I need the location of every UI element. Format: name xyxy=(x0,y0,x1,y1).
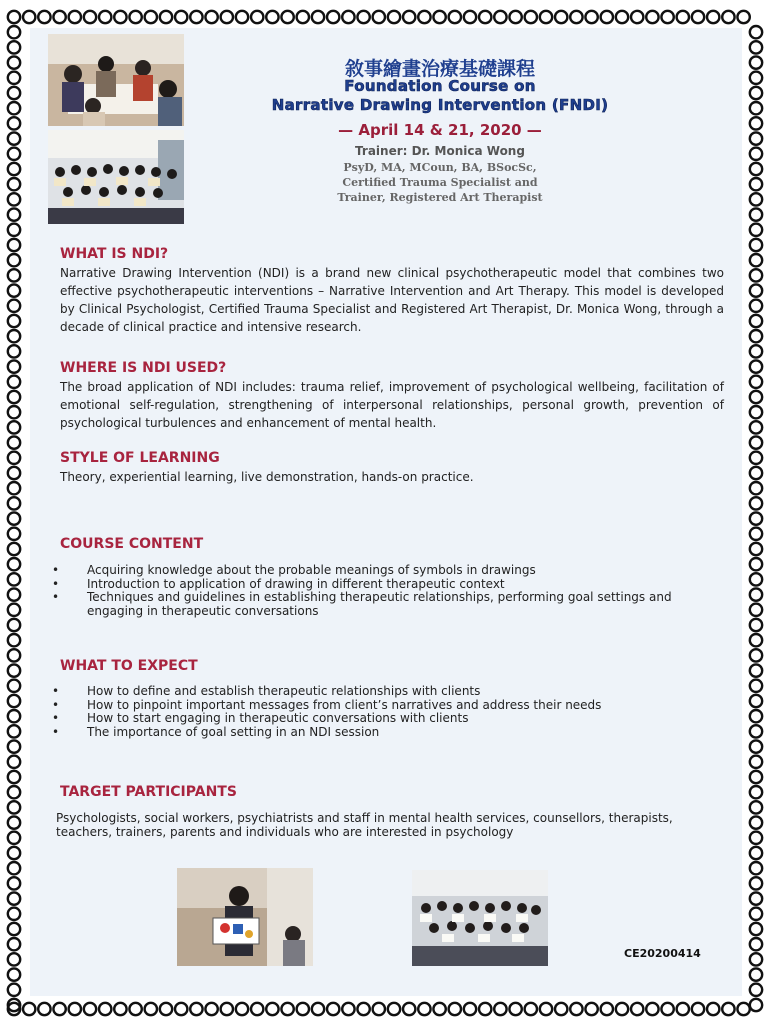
border-ring xyxy=(722,1003,734,1015)
border-ring xyxy=(8,832,20,844)
border-ring xyxy=(8,619,20,631)
border-ring xyxy=(494,1003,506,1015)
border-ring xyxy=(750,604,762,616)
border-ring xyxy=(750,239,762,251)
border-ring xyxy=(570,11,582,23)
border-ring xyxy=(357,1003,369,1015)
border-ring xyxy=(8,178,20,190)
border-ring xyxy=(750,984,762,996)
border-ring xyxy=(509,1003,521,1015)
border-ring xyxy=(750,771,762,783)
border-ring xyxy=(8,421,20,433)
section-heading-what-to-expect: WHAT TO EXPECT xyxy=(60,658,198,674)
border-ring xyxy=(540,1003,552,1015)
border-ring xyxy=(145,1003,157,1015)
border-ring xyxy=(8,482,20,494)
border-ring xyxy=(750,756,762,768)
border-ring xyxy=(750,41,762,53)
border-ring xyxy=(403,11,415,23)
section-heading-course-content: COURSE CONTENT xyxy=(60,536,204,552)
border-ring xyxy=(479,1003,491,1015)
border-ring xyxy=(357,11,369,23)
border-ring xyxy=(38,11,50,23)
border-ring xyxy=(23,1003,35,1015)
border-ring xyxy=(750,725,762,737)
border-ring xyxy=(750,72,762,84)
border-ring xyxy=(479,11,491,23)
border-ring xyxy=(266,1003,278,1015)
border-ring xyxy=(750,193,762,205)
list-item: • The importance of goal setting in an NDI session xyxy=(52,726,716,740)
border-ring xyxy=(616,1003,628,1015)
border-ring xyxy=(8,41,20,53)
border-ring xyxy=(8,725,20,737)
border-ring xyxy=(8,148,20,160)
border-ring xyxy=(750,163,762,175)
border-ring xyxy=(737,11,749,23)
border-ring xyxy=(750,588,762,600)
border-ring xyxy=(69,1003,81,1015)
border-ring xyxy=(175,11,187,23)
border-ring xyxy=(750,877,762,889)
border-ring xyxy=(750,148,762,160)
border-ring xyxy=(509,11,521,23)
border-ring xyxy=(8,163,20,175)
course-title-line2: Narrative Drawing Intervention (FNDI) xyxy=(271,96,609,114)
border-ring xyxy=(722,11,734,23)
border-ring xyxy=(8,239,20,251)
border-ring xyxy=(750,953,762,965)
list-item: • How to pinpoint important messages from client’s narratives and address their needs xyxy=(52,699,716,713)
border-ring xyxy=(8,391,20,403)
border-ring xyxy=(646,1003,658,1015)
section-body-what-is-ndi: Narrative Drawing Intervention (NDI) is a brand new clinical psychotherapeutic model that combines two effective psychotherapeutic interventions – Narrative Intervention and Art Therapy. This model is developed by Clinical Psychologist, Certified Trauma Specialist and Registered Art Therapist, Dr. Monica Wong, through a decade of clinical practice and intensive research. xyxy=(60,266,724,334)
border-ring xyxy=(750,102,762,114)
border-ring xyxy=(342,11,354,23)
border-ring xyxy=(750,300,762,312)
border-ring xyxy=(23,11,35,23)
border-ring xyxy=(327,1003,339,1015)
border-ring xyxy=(750,619,762,631)
border-ring xyxy=(8,117,20,129)
border-ring xyxy=(8,254,20,266)
border-ring xyxy=(236,11,248,23)
border-ring xyxy=(750,512,762,524)
list-item: • How to define and establish therapeutic relationships with clients xyxy=(52,685,716,699)
border-ring xyxy=(750,847,762,859)
border-ring xyxy=(555,11,567,23)
border-ring xyxy=(297,1003,309,1015)
course-code: CE20200414 xyxy=(624,947,701,960)
border-ring xyxy=(8,680,20,692)
border-ring xyxy=(750,832,762,844)
demonstration-photo xyxy=(177,868,313,966)
border-ring xyxy=(449,1003,461,1015)
border-ring xyxy=(129,11,141,23)
border-ring xyxy=(750,452,762,464)
border-ring xyxy=(114,1003,126,1015)
border-ring xyxy=(750,482,762,494)
border-ring xyxy=(750,26,762,38)
border-ring xyxy=(114,11,126,23)
border-ring xyxy=(8,664,20,676)
trainer-credentials-line: Trainer, Registered Art Therapist xyxy=(337,191,543,204)
border-ring xyxy=(53,1003,65,1015)
border-ring xyxy=(8,968,20,980)
border-ring xyxy=(750,254,762,266)
border-ring xyxy=(8,558,20,570)
border-ring xyxy=(750,938,762,950)
trainer-name: Trainer: Dr. Monica Wong xyxy=(355,144,525,158)
border-ring xyxy=(750,178,762,190)
border-ring xyxy=(8,756,20,768)
border-ring xyxy=(661,1003,673,1015)
border-ring xyxy=(750,208,762,220)
border-ring xyxy=(8,360,20,372)
border-ring xyxy=(525,11,537,23)
border-ring xyxy=(205,11,217,23)
border-ring xyxy=(281,11,293,23)
border-ring xyxy=(388,11,400,23)
border-ring xyxy=(601,11,613,23)
border-ring xyxy=(692,1003,704,1015)
border-ring xyxy=(175,1003,187,1015)
border-ring xyxy=(8,406,20,418)
border-ring xyxy=(646,11,658,23)
border-ring xyxy=(8,710,20,722)
section-body-style-of-learning: Theory, experiential learning, live demonstration, hands-on practice. xyxy=(60,470,474,484)
course-title-line1: Foundation Course on xyxy=(344,77,536,95)
border-ring xyxy=(707,1003,719,1015)
border-ring xyxy=(8,102,20,114)
border-ring xyxy=(99,1003,111,1015)
border-ring xyxy=(750,695,762,707)
list-item: • Techniques and guidelines in establishing therapeutic relationships, performing goal settings and engaging in therapeutic conversations xyxy=(52,591,716,618)
border-ring xyxy=(750,528,762,540)
border-ring xyxy=(8,376,20,388)
border-ring xyxy=(750,360,762,372)
border-ring xyxy=(8,649,20,661)
border-ring xyxy=(601,1003,613,1015)
border-ring xyxy=(8,908,20,920)
border-ring xyxy=(8,740,20,752)
course-date: — April 14 & 21, 2020 — xyxy=(338,121,542,139)
border-ring xyxy=(8,862,20,874)
border-ring xyxy=(8,193,20,205)
border-ring xyxy=(129,1003,141,1015)
border-ring xyxy=(750,649,762,661)
border-ring xyxy=(84,11,96,23)
border-ring xyxy=(631,1003,643,1015)
border-ring xyxy=(8,467,20,479)
border-ring xyxy=(8,604,20,616)
border-ring xyxy=(38,1003,50,1015)
border-ring xyxy=(707,11,719,23)
border-ring xyxy=(8,984,20,996)
border-ring xyxy=(8,87,20,99)
border-ring xyxy=(266,11,278,23)
section-heading-where-used: WHERE IS NDI USED? xyxy=(60,360,227,376)
border-ring xyxy=(297,11,309,23)
border-ring xyxy=(750,710,762,722)
group-photo-top xyxy=(48,130,184,224)
border-ring xyxy=(750,923,762,935)
border-ring xyxy=(8,816,20,828)
border-ring xyxy=(190,1003,202,1015)
border-ring xyxy=(418,11,430,23)
border-ring xyxy=(160,1003,172,1015)
border-ring xyxy=(342,1003,354,1015)
border-ring xyxy=(312,1003,324,1015)
border-ring xyxy=(145,11,157,23)
border-ring xyxy=(750,634,762,646)
border-ring xyxy=(750,467,762,479)
course-content-list xyxy=(52,564,716,618)
border-ring xyxy=(750,816,762,828)
border-ring xyxy=(8,771,20,783)
border-ring xyxy=(555,1003,567,1015)
border-ring xyxy=(750,436,762,448)
border-ring xyxy=(750,87,762,99)
border-ring xyxy=(750,664,762,676)
border-ring xyxy=(750,968,762,980)
border-ring xyxy=(8,847,20,859)
border-ring xyxy=(750,330,762,342)
border-ring xyxy=(750,573,762,585)
border-ring xyxy=(677,1003,689,1015)
border-ring xyxy=(750,543,762,555)
border-ring xyxy=(8,224,20,236)
border-ring xyxy=(585,1003,597,1015)
border-ring xyxy=(8,56,20,68)
border-ring xyxy=(464,1003,476,1015)
border-ring xyxy=(190,11,202,23)
border-ring xyxy=(8,953,20,965)
border-ring xyxy=(585,11,597,23)
border-ring xyxy=(750,56,762,68)
border-ring xyxy=(53,11,65,23)
border-ring xyxy=(8,877,20,889)
border-ring xyxy=(251,11,263,23)
border-ring xyxy=(750,284,762,296)
border-ring xyxy=(661,11,673,23)
border-ring xyxy=(281,1003,293,1015)
list-item: • How to start engaging in therapeutic conversations with clients xyxy=(52,712,716,726)
border-ring xyxy=(8,132,20,144)
border-ring xyxy=(750,908,762,920)
border-ring xyxy=(750,406,762,418)
border-ring xyxy=(221,1003,233,1015)
list-item: • Acquiring knowledge about the probable meanings of symbols in drawings xyxy=(52,564,716,578)
border-ring xyxy=(84,1003,96,1015)
border-ring xyxy=(8,497,20,509)
border-ring xyxy=(8,923,20,935)
border-ring xyxy=(8,330,20,342)
border-ring xyxy=(418,1003,430,1015)
border-ring xyxy=(8,72,20,84)
what-to-expect-list xyxy=(52,685,716,739)
border-ring xyxy=(750,117,762,129)
border-ring xyxy=(8,11,20,23)
border-ring xyxy=(750,497,762,509)
border-ring xyxy=(99,11,111,23)
border-ring xyxy=(8,543,20,555)
border-ring xyxy=(616,11,628,23)
border-ring xyxy=(205,1003,217,1015)
border-ring xyxy=(750,345,762,357)
border-ring xyxy=(750,680,762,692)
border-ring xyxy=(750,315,762,327)
border-ring xyxy=(8,345,20,357)
border-ring xyxy=(750,224,762,236)
border-ring xyxy=(8,284,20,296)
border-ring xyxy=(327,11,339,23)
border-ring xyxy=(750,558,762,570)
border-ring xyxy=(494,11,506,23)
border-ring xyxy=(373,11,385,23)
section-body-where-used: The broad application of NDI includes: trauma relief, improvement of psychological wellbeing, facilitation of emotional self-regulation, strengthening of interpersonal relationships, personal growth, prevention of psychological turbulences and enhancement of mental health. xyxy=(60,380,724,430)
border-ring xyxy=(750,999,762,1011)
border-ring xyxy=(8,436,20,448)
trainer-credentials-line: PsyD, MA, MCoun, BA, BSocSc, xyxy=(343,161,537,174)
border-ring xyxy=(8,26,20,38)
border-ring xyxy=(750,892,762,904)
border-ring xyxy=(750,801,762,813)
border-ring xyxy=(750,132,762,144)
border-ring xyxy=(525,1003,537,1015)
border-ring xyxy=(8,892,20,904)
border-ring xyxy=(750,421,762,433)
border-ring xyxy=(312,11,324,23)
border-ring xyxy=(8,573,20,585)
border-ring xyxy=(449,11,461,23)
border-ring xyxy=(160,11,172,23)
border-ring xyxy=(750,786,762,798)
section-body-target-participants: Psychologists, social workers, psychiatrists and staff in mental health services, counsellors, therapists, teachers, trainers, parents and individuals who are interested in psychology xyxy=(56,811,673,839)
border-ring xyxy=(677,11,689,23)
section-heading-what-is-ndi: WHAT IS NDI? xyxy=(60,246,169,262)
border-ring xyxy=(433,1003,445,1015)
section-heading-target-participants: TARGET PARTICIPANTS xyxy=(60,784,237,800)
border-ring xyxy=(8,588,20,600)
border-ring xyxy=(8,938,20,950)
border-ring xyxy=(236,1003,248,1015)
border-ring xyxy=(433,11,445,23)
border-ring xyxy=(8,269,20,281)
border-ring xyxy=(464,11,476,23)
border-ring xyxy=(373,1003,385,1015)
border-ring xyxy=(8,512,20,524)
list-item: • Introduction to application of drawing in different therapeutic context xyxy=(52,578,716,592)
border-ring xyxy=(737,1003,749,1015)
border-ring xyxy=(750,862,762,874)
border-ring xyxy=(8,300,20,312)
class-group-photo xyxy=(412,870,548,966)
trainer-credentials-line: Certified Trauma Specialist and xyxy=(342,176,538,189)
workshop-photo-top xyxy=(48,34,184,126)
section-heading-style-of-learning: STYLE OF LEARNING xyxy=(60,450,220,466)
border-ring xyxy=(750,740,762,752)
border-ring xyxy=(8,208,20,220)
border-ring xyxy=(570,1003,582,1015)
course-title-chinese: 敘事繪畫治療基礎課程 xyxy=(344,58,535,80)
border-ring xyxy=(69,11,81,23)
border-ring xyxy=(8,528,20,540)
border-ring xyxy=(8,634,20,646)
border-ring xyxy=(8,452,20,464)
border-ring xyxy=(540,11,552,23)
border-ring xyxy=(692,11,704,23)
border-ring xyxy=(251,1003,263,1015)
border-ring xyxy=(750,391,762,403)
border-ring xyxy=(388,1003,400,1015)
border-ring xyxy=(8,695,20,707)
border-ring xyxy=(221,11,233,23)
border-ring xyxy=(750,269,762,281)
border-ring xyxy=(8,801,20,813)
border-ring xyxy=(8,786,20,798)
border-ring xyxy=(750,376,762,388)
border-ring xyxy=(631,11,643,23)
border-ring xyxy=(8,315,20,327)
border-ring xyxy=(403,1003,415,1015)
